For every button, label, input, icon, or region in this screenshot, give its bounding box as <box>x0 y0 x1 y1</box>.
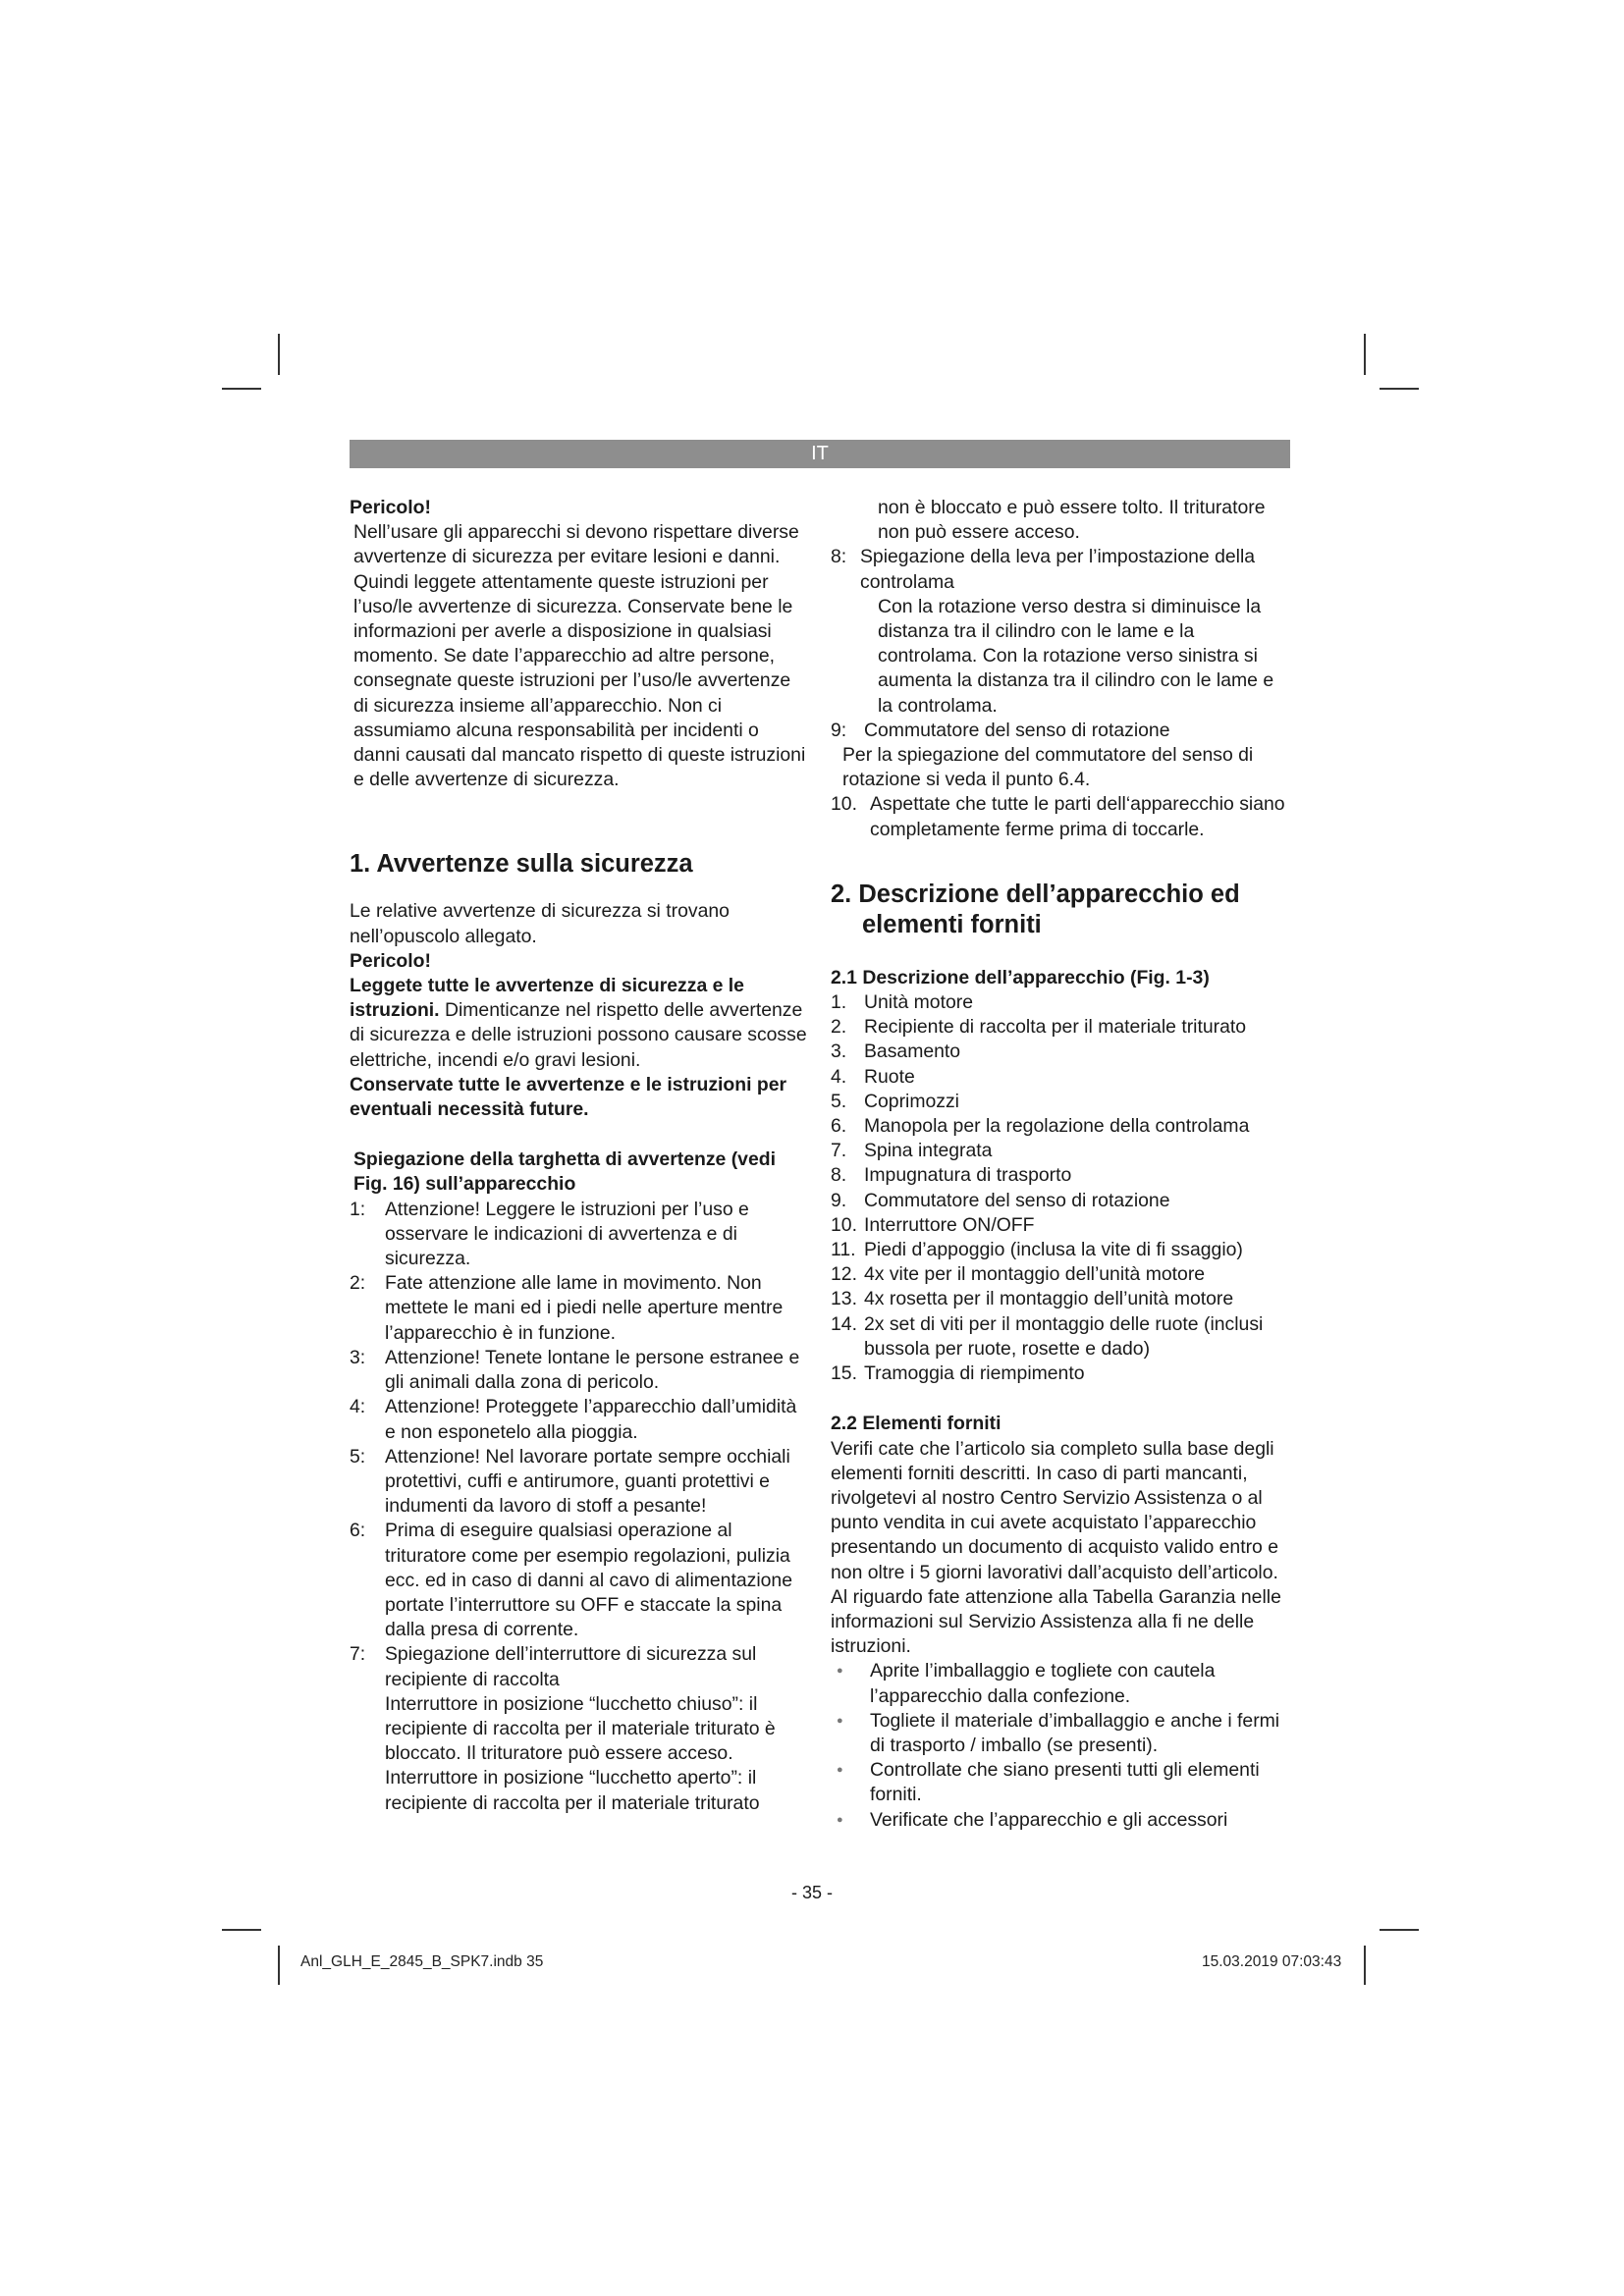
item-9-title: Commutatore del senso di rotazione <box>864 719 1170 741</box>
part-item-text: Coprimozzi <box>864 1090 959 1112</box>
crop-mark <box>1380 1929 1419 1931</box>
section-1-text: Dimenticanze nel rispetto delle avvertenze di sicurezza e delle istruzioni possono causare scosse elettriche, incendi e/o gravi lesioni. <box>350 999 807 1071</box>
part-item <box>831 1015 1292 1040</box>
section-1-danger: Pericolo! <box>350 949 431 972</box>
part-item-number: 1. <box>831 991 847 1014</box>
part-item <box>831 1139 1292 1163</box>
plate-item-number: 2: <box>350 1272 366 1295</box>
section-2-2-text: Verifi cate che l’articolo sia completo sulla base degli elementi forniti descritti. In caso di parti mancanti, rivolgetevi al nostro Centro Servizio Assistenza o al punto vendita in cui avete acquistato l’apparecchio presentando un documento di acquisto valido entro e non oltre i 5 giorni lavorativi dall’acquisto dell’articolo. Al riguardo fate attenzione alla Tabella Garanzia nelle informazioni sul Servizio Assistenza alla fi ne delle istruzioni. <box>831 1437 1281 1658</box>
bullet-item <box>831 1808 1292 1833</box>
bullet-text: Verificate che l’apparecchio e gli accessori <box>870 1808 1228 1831</box>
section-2-title <box>831 880 1292 940</box>
part-item-number: 11. <box>831 1239 856 1261</box>
section-1-bold-2: Conservate tutte le avvertenze e le istruzioni per eventuali necessità future. <box>350 1073 787 1121</box>
plate-item-text: Spiegazione dell’interruttore di sicurezza sul recipiente di raccolta <box>385 1643 757 1690</box>
danger-title: Pericolo! <box>350 497 431 518</box>
part-item-number: 7. <box>831 1140 847 1162</box>
part-item-text: Commutatore del senso di rotazione <box>864 1189 1170 1211</box>
section-1-body <box>350 974 807 1073</box>
section-2-title-line-1: 2. Descrizione dell’apparecchio ed <box>831 880 1240 908</box>
bullet-item <box>831 1659 1292 1708</box>
bullet-text: Aprite l’imballaggio e togliete con cautela l’apparecchio dalla confezione. <box>870 1660 1216 1707</box>
bullet-icon: ● <box>837 1813 843 1826</box>
part-item <box>831 1213 1292 1238</box>
part-item-number: 6. <box>831 1115 847 1138</box>
part-item-text: Spina integrata <box>864 1140 993 1162</box>
item-8-title: Spiegazione della leva per l’impostazione della controlama <box>860 546 1256 593</box>
crop-mark <box>1364 334 1366 375</box>
plate-item-text: Attenzione! Nel lavorare portate sempre occhiali protettivi, cuffi e antirumore, guanti protettivi e indumenti da lavoro di stoff a pesante! <box>385 1445 790 1518</box>
item-7-b-text: Interruttore in posizione “lucchetto aperto”: il recipiente di raccolta per il materiale triturato <box>385 1767 760 1814</box>
item-9-number: 9: <box>831 719 847 741</box>
crop-mark <box>278 334 280 375</box>
part-item <box>831 990 1292 1015</box>
part-item-text: 4x rosetta per il montaggio dell’unità motore <box>864 1288 1234 1310</box>
item-8-text: Con la rotazione verso destra si diminuisce la distanza tra il cilindro con le lame e la controlama. Con la rotazione verso sinistra si aumenta la distanza tra il cilindro con le lame e la controlama. <box>878 595 1274 717</box>
part-item <box>831 1238 1292 1262</box>
bullet-text: Togliete il materiale d’imballaggio e anche i fermi di trasporto / imballo (se presenti). <box>870 1709 1280 1756</box>
part-item-text: 2x set di viti per il montaggio delle ruote (inclusi bussola per ruote, rosette e dado) <box>864 1312 1264 1360</box>
bullet-icon: ● <box>837 1714 843 1727</box>
crop-mark <box>278 1946 280 1985</box>
part-item-text: Unità motore <box>864 991 974 1014</box>
item-10 <box>831 792 1292 841</box>
part-item <box>831 1114 1292 1139</box>
part-item-text: Basamento <box>864 1041 961 1063</box>
language-header: IT <box>350 440 1290 468</box>
plate-item <box>350 1445 807 1520</box>
bullet-icon: ● <box>837 1665 843 1678</box>
part-item-number: 13. <box>831 1288 857 1310</box>
crop-mark <box>1364 1946 1366 1985</box>
part-item-number: 5. <box>831 1090 847 1112</box>
part-item <box>831 1287 1292 1311</box>
part-item-number: 2. <box>831 1016 847 1039</box>
item-9 <box>831 719 1292 743</box>
plate-item <box>350 1519 807 1642</box>
part-item <box>831 1189 1292 1213</box>
section-2-2-title: 2.2 Elementi forniti <box>831 1413 1001 1435</box>
plate-item-text: Attenzione! Proteggete l’apparecchio dall’umidità e non esponetelo alla pioggia. <box>385 1396 797 1443</box>
part-item <box>831 1040 1292 1064</box>
footer-datetime: 15.03.2019 07:03:43 <box>1202 1953 1342 1970</box>
crop-mark <box>222 1929 261 1931</box>
plate-item-number: 6: <box>350 1520 366 1542</box>
crop-mark <box>1380 388 1419 390</box>
part-item-number: 12. <box>831 1263 857 1286</box>
plate-item-text: Prima di eseguire qualsiasi operazione al trituratore come per esempio regolazioni, pulizia ecc. ed in caso di danni al cavo di alimentazione portate l’interruttore su OFF e staccate la spina dalla presa di corrente. <box>385 1520 792 1641</box>
section-1-bold-1: Leggete tutte le avvertenze di sicurezza e le istruzioni. <box>350 975 744 1022</box>
item-7-continued: non è bloccato e può essere tolto. Il trituratore non può essere acceso. <box>878 497 1266 544</box>
item-7-b <box>350 1766 807 1815</box>
plate-item <box>350 1198 807 1272</box>
danger-text: Nell’usare gli apparecchi si devono rispettare diverse avvertenze di sicurezza per evitare lesioni e danni. Quindi leggete attentamente queste istruzioni per l’uso/le avvertenze di sicurezza. Conservate bene le informazioni per averle a disposizione in qualsiasi momento. Se date l’apparecchio ad altre persone, consegnate queste istruzioni per l’uso/le avvertenze di sicurezza insieme all’apparecchio. Non ci assumiamo alcuna responsabilità per incidenti o danni causati dal mancato rispetto di queste istruzioni e delle avvertenze di sicurezza. <box>353 521 806 791</box>
bullet-list <box>831 1659 1292 1832</box>
part-item-text: 4x vite per il montaggio dell’unità motore <box>864 1263 1206 1286</box>
item-7-a <box>350 1692 807 1767</box>
part-item-text: Tramoggia di riempimento <box>864 1362 1085 1385</box>
plate-list <box>350 1198 807 1692</box>
item-7-a-text: Interruttore in posizione “lucchetto chiuso”: il recipiente di raccolta per il materiale triturato è bloccato. Il trituratore può essere acceso. <box>385 1692 776 1765</box>
plate-title: Spiegazione della targhetta di avvertenze (vedi Fig. 16) sull’apparecchio <box>353 1148 776 1196</box>
part-item-number: 9. <box>831 1189 847 1211</box>
part-item-text: Manopola per la regolazione della controlama <box>864 1115 1250 1138</box>
section-1-intro: Le relative avvertenze di sicurezza si trovano nell’opuscolo allegato. <box>350 900 730 947</box>
plate-item <box>350 1346 807 1395</box>
item-8-number: 8: <box>831 546 847 568</box>
section-1-title: 1. Avvertenze sulla sicurezza <box>350 850 693 879</box>
part-item-number: 8. <box>831 1164 847 1187</box>
part-item-text: Interruttore ON/OFF <box>864 1213 1035 1236</box>
part-item-number: 10. <box>831 1213 857 1236</box>
item-9-text: Per la spiegazione del commutatore del senso di rotazione si veda il punto 6.4. <box>842 744 1254 791</box>
part-item-number: 4. <box>831 1065 847 1088</box>
plate-item-text: Fate attenzione alle lame in movimento. Non mettete le mani ed i piedi nelle aperture mentre l’apparecchio è in funzione. <box>385 1272 784 1344</box>
part-item <box>831 1312 1292 1362</box>
plate-item <box>350 1642 807 1691</box>
crop-mark <box>222 388 261 390</box>
plate-item-number: 5: <box>350 1445 366 1468</box>
plate-item-number: 7: <box>350 1643 366 1666</box>
left-column <box>350 496 807 1816</box>
plate-item-number: 1: <box>350 1198 366 1220</box>
part-item <box>831 1163 1292 1188</box>
part-item-number: 15. <box>831 1362 857 1385</box>
section-2-title-line-2: elementi forniti <box>862 910 1042 938</box>
parts-list <box>831 990 1292 1386</box>
part-item-text: Ruote <box>864 1065 915 1088</box>
part-item <box>831 1362 1292 1386</box>
part-item-text: Recipiente di raccolta per il materiale triturato <box>864 1016 1247 1039</box>
plate-item-text: Attenzione! Tenete lontane le persone estranee e gli animali dalla zona di pericolo. <box>385 1346 800 1394</box>
item-8 <box>831 545 1292 718</box>
footer-file: Anl_GLH_E_2845_B_SPK7.indb 35 <box>300 1953 544 1970</box>
part-item-text: Piedi d’appoggio (inclusa la vite di fi ssaggio) <box>864 1239 1243 1261</box>
bullet-icon: ● <box>837 1764 843 1777</box>
part-item <box>831 1065 1292 1090</box>
bullet-text: Controllate che siano presenti tutti gli elementi forniti. <box>870 1759 1260 1806</box>
item-10-number: 10. <box>831 793 857 816</box>
page-number: - 35 - <box>790 1883 833 1902</box>
plate-item-text: Attenzione! Leggere le istruzioni per l’uso e osservare le indicazioni di avvertenza e di sicurezza. <box>385 1198 749 1270</box>
right-column <box>831 496 1292 1833</box>
plate-item-number: 4: <box>350 1396 366 1418</box>
plate-item <box>350 1271 807 1346</box>
part-item <box>831 1262 1292 1287</box>
section-2-1-title: 2.1 Descrizione dell’apparecchio (Fig. 1-3) <box>831 966 1210 988</box>
item-10-text: Aspettate che tutte le parti dell‘apparecchio siano completamente ferme prima di toccarle. <box>870 793 1285 840</box>
part-item-number: 14. <box>831 1312 857 1335</box>
part-item <box>831 1090 1292 1114</box>
bullet-item <box>831 1709 1292 1758</box>
part-item-text: Impugnatura di trasporto <box>864 1164 1072 1187</box>
part-item-number: 3. <box>831 1041 847 1063</box>
plate-item <box>350 1395 807 1444</box>
bullet-item <box>831 1758 1292 1807</box>
plate-item-number: 3: <box>350 1346 366 1368</box>
